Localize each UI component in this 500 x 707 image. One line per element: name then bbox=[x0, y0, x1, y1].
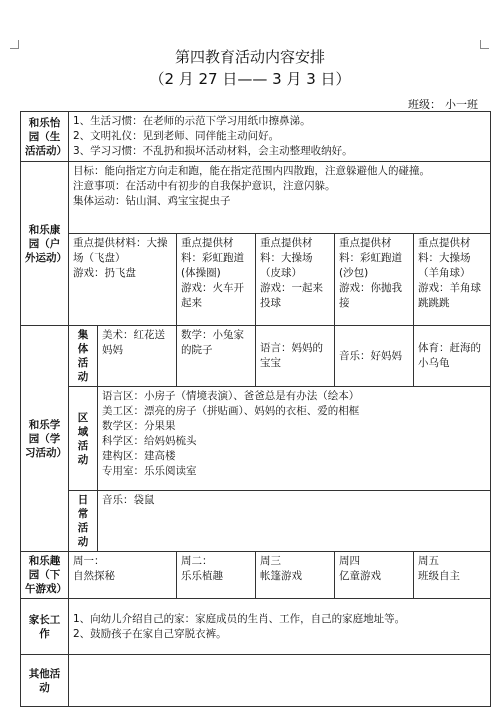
kangyuan-note: 注意事项：在活动中有初步的自我保护意识，注意闪躲。 bbox=[73, 180, 336, 192]
row-xueyuan-area bbox=[21, 387, 491, 491]
kangyuan-day-material: 重点提供材料：大操场（羊角球） bbox=[418, 237, 471, 279]
yiyuan-line-2: 2、文明礼仪：见到老师、同伴能主动问好。 bbox=[73, 130, 280, 142]
quyuan-day: 周一： bbox=[73, 555, 105, 567]
quyuan-day: 周四 bbox=[339, 555, 360, 567]
schedule-table bbox=[20, 111, 491, 707]
area-line-3: 数学区：分果果 bbox=[102, 420, 176, 432]
parents-content bbox=[69, 599, 491, 655]
area-line-2: 美工区：漂亮的房子（拼贴画）、妈妈的衣柜、爱的相框 bbox=[102, 405, 360, 417]
row-xueyuan-daily bbox=[21, 491, 491, 552]
row-quyuan bbox=[21, 552, 491, 599]
row-kangyuan-info bbox=[21, 162, 491, 234]
group-item-2: 数学：小兔家的院子 bbox=[177, 326, 256, 387]
kangyuan-day-game: 游戏：羊角球跳跳跳 bbox=[418, 282, 481, 309]
row-parents bbox=[21, 599, 491, 655]
area-line-6: 专用室：乐乐阅读室 bbox=[102, 465, 197, 477]
area-line-4: 科学区：给妈妈梳头 bbox=[102, 435, 197, 447]
kangyuan-day-game: 游戏：一起来投球 bbox=[260, 282, 323, 309]
quyuan-day: 周三 bbox=[260, 555, 281, 567]
label-quyuan: 和乐趣园（下午游戏） bbox=[21, 552, 69, 599]
document-date-range: （2 月 27 日—— 3 月 3 日） bbox=[149, 70, 351, 88]
kangyuan-day-1 bbox=[69, 234, 177, 326]
quyuan-day-2 bbox=[177, 552, 256, 599]
quyuan-name: 亿童游戏 bbox=[339, 570, 381, 582]
kangyuan-day-game: 游戏：扔飞盘 bbox=[73, 267, 136, 279]
group-item-5: 体育：赶海的小乌龟 bbox=[414, 326, 491, 387]
quyuan-name: 乐乐植趣 bbox=[181, 570, 223, 582]
parents-line-2: 2、鼓励孩子在家自己穿脱衣裤。 bbox=[73, 627, 227, 640]
label-other: 其他活动 bbox=[21, 655, 69, 707]
row-yiyuan bbox=[21, 112, 491, 162]
kangyuan-day-material: 重点提供材料：大操场（飞盘） bbox=[73, 237, 168, 264]
quyuan-name: 班级自主 bbox=[418, 570, 460, 582]
row-xueyuan-group bbox=[21, 326, 491, 387]
label-kangyuan: 和乐康园（户外运动） bbox=[21, 162, 69, 326]
class-value: 小一班 bbox=[445, 98, 478, 111]
label-group-activity: 集体活动 bbox=[69, 326, 98, 387]
kangyuan-day-material: 重点提供材料：大操场（皮球） bbox=[260, 237, 313, 279]
kangyuan-group: 集体运动：钻山洞、鸡宝宝捉虫子 bbox=[73, 195, 231, 207]
quyuan-day-1 bbox=[69, 552, 177, 599]
kangyuan-day-game: 游戏：火车开起来 bbox=[181, 282, 244, 309]
daily-content: 音乐：袋鼠 bbox=[98, 491, 491, 552]
label-yiyuan: 和乐怡园（生活活动） bbox=[21, 112, 69, 162]
quyuan-name: 自然探秘 bbox=[73, 570, 115, 582]
group-item-1: 美术：红花送妈妈 bbox=[98, 326, 177, 387]
kangyuan-day-3 bbox=[256, 234, 335, 326]
kangyuan-day-4 bbox=[335, 234, 414, 326]
row-kangyuan-days bbox=[21, 234, 491, 326]
kangyuan-day-material: 重点提供材料：彩虹跑道(沙包) bbox=[339, 237, 402, 279]
quyuan-day: 周二： bbox=[181, 555, 213, 567]
quyuan-name: 帐篷游戏 bbox=[260, 570, 302, 582]
kangyuan-goal: 目标：能向指定方向走和跑，能在指定范围内四散跑，注意躲避他人的碰撞。 bbox=[73, 165, 430, 177]
label-daily-activity: 日常活动 bbox=[69, 491, 98, 552]
document-title: 第四教育活动内容安排 bbox=[174, 48, 325, 66]
area-content bbox=[98, 387, 491, 491]
parents-line-1: 1、向幼儿介绍自己的家：家庭成员的生肖、工作，自己的家庭地址等。 bbox=[73, 612, 406, 625]
class-label: 班级： bbox=[408, 98, 441, 111]
other-content bbox=[69, 655, 491, 707]
area-line-5: 建构区：建高楼 bbox=[102, 450, 176, 462]
group-item-3: 语言：妈妈的宝宝 bbox=[256, 326, 335, 387]
yiyuan-line-1: 1、生活习惯：在老师的示范下学习用纸巾擦鼻涕。 bbox=[73, 115, 311, 127]
label-parents: 家长工作 bbox=[21, 599, 69, 655]
quyuan-day-3 bbox=[256, 552, 335, 599]
class-info bbox=[404, 96, 478, 112]
yiyuan-content bbox=[69, 112, 491, 162]
yiyuan-line-3: 3、学习习惯：不乱扔和损坏活动材料，会主动整理收纳好。 bbox=[73, 145, 353, 157]
quyuan-day-5 bbox=[414, 552, 491, 599]
group-item-4: 音乐：好妈妈 bbox=[335, 326, 414, 387]
row-other bbox=[21, 655, 491, 707]
kangyuan-day-2 bbox=[177, 234, 256, 326]
kangyuan-info bbox=[69, 162, 491, 234]
kangyuan-day-game: 游戏：你抛我接 bbox=[339, 282, 402, 309]
quyuan-day: 周五 bbox=[418, 555, 439, 567]
area-line-1: 语言区：小房子（情境表演）、爸爸总是有办法（绘本） bbox=[102, 390, 360, 402]
label-area-activity: 区域活动 bbox=[69, 387, 98, 491]
label-xueyuan: 和乐学园（学习活动） bbox=[21, 326, 69, 552]
kangyuan-day-5 bbox=[414, 234, 491, 326]
quyuan-day-4 bbox=[335, 552, 414, 599]
kangyuan-day-material: 重点提供材料：彩虹跑道(体操圈) bbox=[181, 237, 244, 279]
